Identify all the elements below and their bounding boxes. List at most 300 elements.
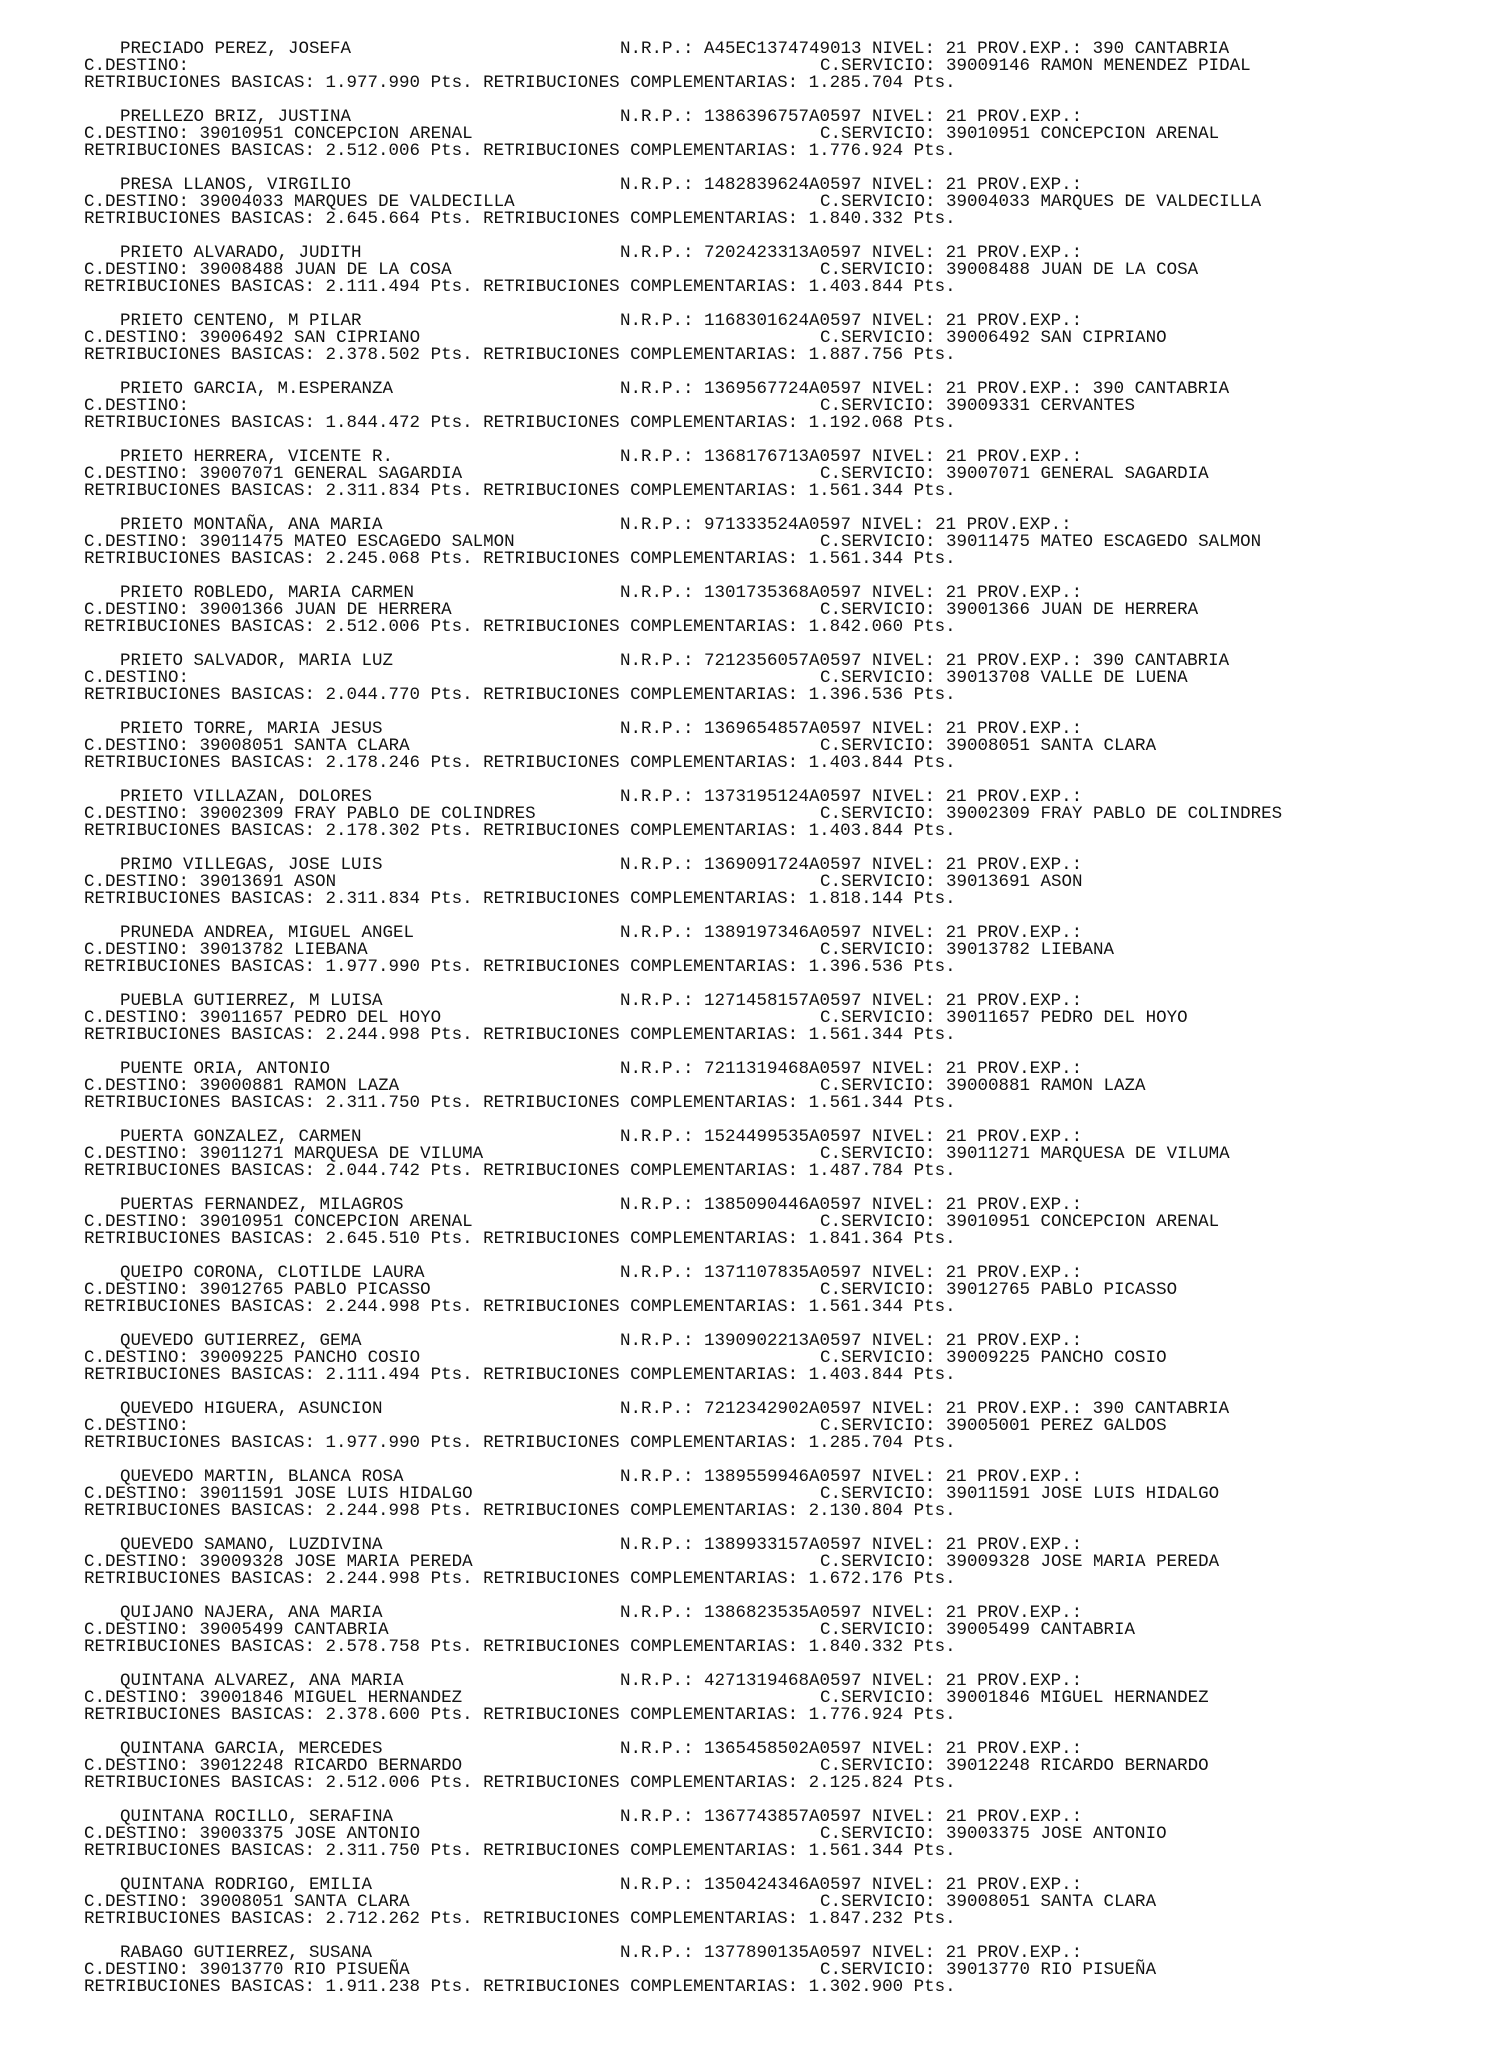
nivel-value: 21 bbox=[945, 583, 967, 603]
complementarias-label: Pts. RETRIBUCIONES COMPLEMENTARIAS: bbox=[420, 1161, 809, 1181]
nivel-label: NIVEL: bbox=[861, 787, 946, 807]
destino-label: C.DESTINO: bbox=[84, 532, 190, 552]
nivel-label: NIVEL: bbox=[861, 719, 946, 739]
destino-label: C.DESTINO: bbox=[84, 1348, 190, 1368]
pts-label: Pts. bbox=[903, 617, 956, 637]
nivel-value: 21 bbox=[945, 787, 967, 807]
destino-label: C.DESTINO: bbox=[84, 1824, 190, 1844]
list-item bbox=[84, 718, 1464, 786]
list-item bbox=[84, 922, 1464, 990]
list-item bbox=[84, 1806, 1464, 1874]
prov-label: PROV.EXP.: bbox=[966, 719, 1083, 739]
nrp-label: N.R.P.: bbox=[620, 923, 705, 943]
basicas-label: RETRIBUCIONES BASICAS: bbox=[84, 209, 326, 229]
pts-label: Pts. bbox=[903, 1501, 956, 1521]
list-item bbox=[84, 1874, 1464, 1942]
nrp-label: N.R.P.: bbox=[620, 1127, 705, 1147]
nrp-value: 1301735368A0597 bbox=[704, 583, 862, 603]
servicio-value: 39008051 SANTA CLARA bbox=[946, 1892, 1157, 1912]
name-value: PRIMO VILLEGAS, JOSE LUIS bbox=[120, 855, 383, 875]
nrp-value: 1168301624A0597 bbox=[704, 311, 862, 331]
complementarias-value: 1.403.844 bbox=[808, 1365, 904, 1385]
destino-label: C.DESTINO: bbox=[84, 1484, 190, 1504]
nivel-label: NIVEL: bbox=[861, 1875, 946, 1895]
pts-label: Pts. bbox=[903, 685, 956, 705]
nivel-label: NIVEL: bbox=[861, 379, 946, 399]
pts-label: Pts. bbox=[903, 549, 956, 569]
basicas-value: 2.244.998 bbox=[325, 1569, 421, 1589]
basicas-label: RETRIBUCIONES BASICAS: bbox=[84, 889, 326, 909]
destino-value: 39013691 ASON bbox=[199, 872, 337, 892]
complementarias-label: Pts. RETRIBUCIONES COMPLEMENTARIAS: bbox=[420, 685, 809, 705]
prov-label: PROV.EXP.: bbox=[966, 1807, 1083, 1827]
list-item bbox=[84, 582, 1464, 650]
complementarias-value: 1.487.784 bbox=[808, 1161, 904, 1181]
list-item bbox=[84, 786, 1464, 854]
complementarias-value: 1.192.068 bbox=[808, 413, 904, 433]
list-item bbox=[84, 1738, 1464, 1806]
destino-label: C.DESTINO: bbox=[84, 1008, 190, 1028]
destino-label: C.DESTINO: bbox=[84, 1552, 190, 1572]
destino-value: 39008051 SANTA CLARA bbox=[199, 1892, 410, 1912]
prov-label: PROV.EXP.: bbox=[966, 243, 1083, 263]
pts-label: Pts. bbox=[903, 277, 956, 297]
complementarias-label: Pts. RETRIBUCIONES COMPLEMENTARIAS: bbox=[420, 73, 809, 93]
pts-label: Pts. bbox=[903, 73, 956, 93]
pts-label: Pts. bbox=[903, 1093, 956, 1113]
name-value: QUINTANA ALVAREZ, ANA MARIA bbox=[120, 1671, 404, 1691]
list-item bbox=[84, 1466, 1464, 1534]
servicio-label: C.SERVICIO: bbox=[820, 600, 947, 620]
destino-value: 39009328 JOSE MARIA PEREDA bbox=[199, 1552, 473, 1572]
nrp-value: 7212342902A0597 bbox=[704, 1399, 862, 1419]
prov-value: 390 CANTABRIA bbox=[1092, 651, 1230, 671]
servicio-label: C.SERVICIO: bbox=[820, 872, 947, 892]
retribuciones-line bbox=[84, 888, 956, 910]
retribuciones-line bbox=[84, 1364, 956, 1386]
list-item bbox=[84, 650, 1464, 718]
complementarias-label: Pts. RETRIBUCIONES COMPLEMENTARIAS: bbox=[420, 1841, 809, 1861]
servicio-value: 39008488 JUAN DE LA COSA bbox=[946, 260, 1199, 280]
basicas-label: RETRIBUCIONES BASICAS: bbox=[84, 1841, 326, 1861]
basicas-label: RETRIBUCIONES BASICAS: bbox=[84, 73, 326, 93]
nrp-value: 1389559946A0597 bbox=[704, 1467, 862, 1487]
prov-label: PROV.EXP.: bbox=[966, 311, 1083, 331]
nivel-label: NIVEL: bbox=[861, 583, 946, 603]
basicas-value: 2.512.006 bbox=[325, 141, 421, 161]
destino-label: C.DESTINO: bbox=[84, 260, 190, 280]
nivel-value: 21 bbox=[945, 1535, 967, 1555]
servicio-label: C.SERVICIO: bbox=[820, 1688, 947, 1708]
destino-value: 39011591 JOSE LUIS HIDALGO bbox=[199, 1484, 473, 1504]
basicas-label: RETRIBUCIONES BASICAS: bbox=[84, 1909, 326, 1929]
destino-value: 39011271 MARQUESA DE VILUMA bbox=[199, 1144, 484, 1164]
destino-label: C.DESTINO: bbox=[84, 736, 190, 756]
nivel-label: NIVEL: bbox=[861, 175, 946, 195]
complementarias-value: 1.561.344 bbox=[808, 1093, 904, 1113]
servicio-value: 39000881 RAMON LAZA bbox=[946, 1076, 1146, 1096]
servicio-value: 39011271 MARQUESA DE VILUMA bbox=[946, 1144, 1230, 1164]
complementarias-value: 1.561.344 bbox=[808, 1025, 904, 1045]
nivel-label: NIVEL: bbox=[861, 1467, 946, 1487]
servicio-label: C.SERVICIO: bbox=[820, 1416, 947, 1436]
prov-label: PROV.EXP.: bbox=[966, 583, 1083, 603]
destino-label: C.DESTINO: bbox=[84, 872, 190, 892]
destino-label: C.DESTINO: bbox=[84, 1688, 190, 1708]
destino-label: C.DESTINO: bbox=[84, 1620, 190, 1640]
retribuciones-line bbox=[84, 208, 956, 230]
prov-value: 390 CANTABRIA bbox=[1092, 39, 1230, 59]
nrp-label: N.R.P.: bbox=[620, 39, 705, 59]
complementarias-label: Pts. RETRIBUCIONES COMPLEMENTARIAS: bbox=[420, 481, 809, 501]
nrp-label: N.R.P.: bbox=[620, 1603, 705, 1623]
personnel-list bbox=[84, 38, 1464, 2010]
nrp-label: N.R.P.: bbox=[620, 1739, 705, 1759]
complementarias-value: 1.840.332 bbox=[808, 1637, 904, 1657]
basicas-label: RETRIBUCIONES BASICAS: bbox=[84, 277, 326, 297]
complementarias-label: Pts. RETRIBUCIONES COMPLEMENTARIAS: bbox=[420, 1501, 809, 1521]
nrp-label: N.R.P.: bbox=[620, 787, 705, 807]
complementarias-label: Pts. RETRIBUCIONES COMPLEMENTARIAS: bbox=[420, 209, 809, 229]
pts-label: Pts. bbox=[903, 1433, 956, 1453]
retribuciones-line bbox=[84, 820, 956, 842]
nrp-label: N.R.P.: bbox=[620, 1331, 705, 1351]
servicio-label: C.SERVICIO: bbox=[820, 1620, 947, 1640]
complementarias-value: 1.776.924 bbox=[808, 141, 904, 161]
destino-label: C.DESTINO: bbox=[84, 464, 190, 484]
retribuciones-line bbox=[84, 344, 956, 366]
nivel-value: 21 bbox=[945, 1739, 967, 1759]
servicio-value: 39011591 JOSE LUIS HIDALGO bbox=[946, 1484, 1220, 1504]
complementarias-value: 1.840.332 bbox=[808, 209, 904, 229]
complementarias-value: 1.841.364 bbox=[808, 1229, 904, 1249]
retribuciones-line bbox=[84, 1636, 956, 1658]
destino-value: 39005499 CANTABRIA bbox=[199, 1620, 389, 1640]
destino-value: 39011475 MATEO ESCAGEDO SALMON bbox=[199, 532, 515, 552]
nrp-value: 1524499535A0597 bbox=[704, 1127, 862, 1147]
servicio-value: 39002309 FRAY PABLO DE COLINDRES bbox=[946, 804, 1283, 824]
pts-label: Pts. bbox=[903, 821, 956, 841]
complementarias-value: 1.403.844 bbox=[808, 821, 904, 841]
nrp-value: 7202423313A0597 bbox=[704, 243, 862, 263]
servicio-value: 39010951 CONCEPCION ARENAL bbox=[946, 124, 1220, 144]
destino-value: 39008051 SANTA CLARA bbox=[199, 736, 410, 756]
nivel-value: 21 bbox=[945, 1263, 967, 1283]
pts-label: Pts. bbox=[903, 753, 956, 773]
basicas-label: RETRIBUCIONES BASICAS: bbox=[84, 753, 326, 773]
list-item bbox=[84, 38, 1464, 106]
servicio-label: C.SERVICIO: bbox=[820, 396, 947, 416]
retribuciones-line bbox=[84, 684, 956, 706]
servicio-value: 39001846 MIGUEL HERNANDEZ bbox=[946, 1688, 1209, 1708]
complementarias-value: 1.302.900 bbox=[808, 1977, 904, 1997]
list-item bbox=[84, 174, 1464, 242]
nivel-label: NIVEL: bbox=[861, 1603, 946, 1623]
nrp-value: 1369091724A0597 bbox=[704, 855, 862, 875]
destino-value: 39009225 PANCHO COSIO bbox=[199, 1348, 421, 1368]
complementarias-value: 1.285.704 bbox=[808, 73, 904, 93]
nivel-value: 21 bbox=[945, 1467, 967, 1487]
nrp-value: 1369654857A0597 bbox=[704, 719, 862, 739]
nivel-label: NIVEL: bbox=[861, 1263, 946, 1283]
name-value: RABAGO GUTIERREZ, SUSANA bbox=[120, 1943, 373, 1963]
nivel-value: 21 bbox=[945, 379, 967, 399]
servicio-label: C.SERVICIO: bbox=[820, 1144, 947, 1164]
retribuciones-line bbox=[84, 1704, 956, 1726]
pts-label: Pts. bbox=[903, 1569, 956, 1589]
nivel-value: 21 bbox=[945, 1943, 967, 1963]
nrp-value: 7211319468A0597 bbox=[704, 1059, 862, 1079]
nivel-label: NIVEL: bbox=[861, 39, 946, 59]
basicas-value: 2.111.494 bbox=[325, 277, 421, 297]
retribuciones-line bbox=[84, 1228, 956, 1250]
prov-label: PROV.EXP.: bbox=[956, 515, 1072, 535]
nivel-label: NIVEL: bbox=[861, 991, 946, 1011]
retribuciones-line bbox=[84, 1908, 956, 1930]
basicas-label: RETRIBUCIONES BASICAS: bbox=[84, 617, 326, 637]
nrp-value: A45EC1374749013 bbox=[704, 39, 862, 59]
nrp-label: N.R.P.: bbox=[620, 311, 705, 331]
prov-label: PROV.EXP.: bbox=[966, 1943, 1083, 1963]
name-value: PRIETO ROBLEDO, MARIA CARMEN bbox=[120, 583, 415, 603]
list-item bbox=[84, 990, 1464, 1058]
basicas-value: 1.977.990 bbox=[325, 73, 421, 93]
prov-label: PROV.EXP.: bbox=[966, 379, 1083, 399]
pts-label: Pts. bbox=[903, 141, 956, 161]
complementarias-label: Pts. RETRIBUCIONES COMPLEMENTARIAS: bbox=[420, 1773, 809, 1793]
nrp-value: 1367743857A0597 bbox=[704, 1807, 862, 1827]
nivel-value: 21 bbox=[945, 1603, 967, 1623]
nivel-label: NIVEL: bbox=[861, 1127, 946, 1147]
basicas-value: 2.311.750 bbox=[325, 1093, 421, 1113]
destino-value: 39012248 RICARDO BERNARDO bbox=[199, 1756, 463, 1776]
name-value: QUEVEDO HIGUERA, ASUNCION bbox=[120, 1399, 383, 1419]
list-item bbox=[84, 1942, 1464, 2010]
complementarias-label: Pts. RETRIBUCIONES COMPLEMENTARIAS: bbox=[420, 141, 809, 161]
basicas-value: 2.111.494 bbox=[325, 1365, 421, 1385]
nivel-value: 21 bbox=[945, 107, 967, 127]
destino-value: 39002309 FRAY PABLO DE COLINDRES bbox=[199, 804, 536, 824]
destino-label: C.DESTINO: bbox=[84, 1212, 190, 1232]
retribuciones-line bbox=[84, 1976, 956, 1998]
basicas-value: 2.178.302 bbox=[325, 821, 421, 841]
complementarias-value: 1.396.536 bbox=[808, 957, 904, 977]
servicio-label: C.SERVICIO: bbox=[820, 804, 947, 824]
basicas-label: RETRIBUCIONES BASICAS: bbox=[84, 1977, 326, 1997]
nivel-label: NIVEL: bbox=[861, 107, 946, 127]
basicas-value: 2.311.834 bbox=[325, 889, 421, 909]
servicio-value: 39010951 CONCEPCION ARENAL bbox=[946, 1212, 1220, 1232]
basicas-value: 2.378.600 bbox=[325, 1705, 421, 1725]
destino-value: 39003375 JOSE ANTONIO bbox=[199, 1824, 421, 1844]
basicas-label: RETRIBUCIONES BASICAS: bbox=[84, 1229, 326, 1249]
destino-label: C.DESTINO: bbox=[84, 1892, 190, 1912]
basicas-label: RETRIBUCIONES BASICAS: bbox=[84, 1297, 326, 1317]
nivel-value: 21 bbox=[945, 1127, 967, 1147]
pts-label: Pts. bbox=[903, 1637, 956, 1657]
servicio-label: C.SERVICIO: bbox=[820, 464, 947, 484]
complementarias-value: 1.285.704 bbox=[808, 1433, 904, 1453]
servicio-value: 39009225 PANCHO COSIO bbox=[946, 1348, 1167, 1368]
retribuciones-line bbox=[84, 548, 956, 570]
nivel-label: NIVEL: bbox=[861, 1535, 946, 1555]
basicas-value: 2.044.770 bbox=[325, 685, 421, 705]
destino-label: C.DESTINO: bbox=[84, 668, 190, 688]
prov-label: PROV.EXP.: bbox=[966, 991, 1083, 1011]
destino-label: C.DESTINO: bbox=[84, 1076, 190, 1096]
servicio-label: C.SERVICIO: bbox=[820, 1552, 947, 1572]
complementarias-value: 1.403.844 bbox=[808, 277, 904, 297]
servicio-label: C.SERVICIO: bbox=[820, 124, 947, 144]
nrp-label: N.R.P.: bbox=[620, 855, 705, 875]
nivel-value: 21 bbox=[945, 311, 967, 331]
nivel-value: 21 bbox=[945, 447, 967, 467]
servicio-label: C.SERVICIO: bbox=[820, 1008, 947, 1028]
servicio-label: C.SERVICIO: bbox=[820, 1892, 947, 1912]
destino-label: C.DESTINO: bbox=[84, 192, 190, 212]
basicas-value: 2.378.502 bbox=[325, 345, 421, 365]
nrp-value: 1482839624A0597 bbox=[704, 175, 862, 195]
basicas-label: RETRIBUCIONES BASICAS: bbox=[84, 685, 326, 705]
destino-label: C.DESTINO: bbox=[84, 940, 190, 960]
retribuciones-line bbox=[84, 1772, 956, 1794]
nrp-value: 1271458157A0597 bbox=[704, 991, 862, 1011]
nivel-label: NIVEL: bbox=[861, 1807, 946, 1827]
servicio-value: 39013708 VALLE DE LUENA bbox=[946, 668, 1188, 688]
basicas-value: 1.911.238 bbox=[325, 1977, 421, 1997]
pts-label: Pts. bbox=[903, 889, 956, 909]
nivel-value: 21 bbox=[945, 175, 967, 195]
basicas-value: 1.844.472 bbox=[325, 413, 421, 433]
complementarias-label: Pts. RETRIBUCIONES COMPLEMENTARIAS: bbox=[420, 1977, 809, 1997]
name-value: PRUNEDA ANDREA, MIGUEL ANGEL bbox=[120, 923, 415, 943]
destino-value: 39001366 JUAN DE HERRERA bbox=[199, 600, 452, 620]
destino-value: 39007071 GENERAL SAGARDIA bbox=[199, 464, 463, 484]
nrp-value: 1369567724A0597 bbox=[704, 379, 862, 399]
servicio-label: C.SERVICIO: bbox=[820, 1824, 947, 1844]
nrp-value: 4271319468A0597 bbox=[704, 1671, 862, 1691]
nrp-label: N.R.P.: bbox=[620, 583, 705, 603]
prov-label: PROV.EXP.: bbox=[966, 1739, 1083, 1759]
basicas-value: 2.311.750 bbox=[325, 1841, 421, 1861]
retribuciones-line bbox=[84, 1024, 956, 1046]
list-item bbox=[84, 1330, 1464, 1398]
servicio-label: C.SERVICIO: bbox=[820, 668, 947, 688]
list-item bbox=[84, 1058, 1464, 1126]
list-item bbox=[84, 106, 1464, 174]
prov-label: PROV.EXP.: bbox=[966, 787, 1083, 807]
nivel-value: 21 bbox=[945, 1671, 967, 1691]
basicas-label: RETRIBUCIONES BASICAS: bbox=[84, 821, 326, 841]
servicio-value: 39005001 PEREZ GALDOS bbox=[946, 1416, 1167, 1436]
nivel-label: NIVEL: bbox=[861, 1671, 946, 1691]
basicas-value: 2.578.758 bbox=[325, 1637, 421, 1657]
destino-value: 39001846 MIGUEL HERNANDEZ bbox=[199, 1688, 463, 1708]
name-value: PUENTE ORIA, ANTONIO bbox=[120, 1059, 331, 1079]
servicio-value: 39005499 CANTABRIA bbox=[946, 1620, 1136, 1640]
pts-label: Pts. bbox=[903, 345, 956, 365]
servicio-value: 39004033 MARQUES DE VALDECILLA bbox=[946, 192, 1262, 212]
nrp-value: 1368176713A0597 bbox=[704, 447, 862, 467]
list-item bbox=[84, 854, 1464, 922]
name-value: PUERTA GONZALEZ, CARMEN bbox=[120, 1127, 362, 1147]
nrp-value: 1350424346A0597 bbox=[704, 1875, 862, 1895]
nivel-label: NIVEL: bbox=[861, 311, 946, 331]
servicio-label: C.SERVICIO: bbox=[820, 1212, 947, 1232]
complementarias-label: Pts. RETRIBUCIONES COMPLEMENTARIAS: bbox=[420, 1705, 809, 1725]
retribuciones-line bbox=[84, 1568, 956, 1590]
complementarias-label: Pts. RETRIBUCIONES COMPLEMENTARIAS: bbox=[420, 753, 809, 773]
servicio-label: C.SERVICIO: bbox=[820, 1348, 947, 1368]
servicio-value: 39007071 GENERAL SAGARDIA bbox=[946, 464, 1209, 484]
servicio-value: 39012765 PABLO PICASSO bbox=[946, 1280, 1178, 1300]
servicio-value: 39011657 PEDRO DEL HOYO bbox=[946, 1008, 1188, 1028]
nrp-label: N.R.P.: bbox=[620, 1875, 705, 1895]
destino-value: 39010951 CONCEPCION ARENAL bbox=[199, 124, 473, 144]
prov-label: PROV.EXP.: bbox=[966, 855, 1083, 875]
list-item bbox=[84, 514, 1464, 582]
basicas-label: RETRIBUCIONES BASICAS: bbox=[84, 1705, 326, 1725]
servicio-label: C.SERVICIO: bbox=[820, 192, 947, 212]
servicio-label: C.SERVICIO: bbox=[820, 736, 947, 756]
retribuciones-line bbox=[84, 752, 956, 774]
servicio-value: 39003375 JOSE ANTONIO bbox=[946, 1824, 1167, 1844]
list-item bbox=[84, 1534, 1464, 1602]
nrp-value: 1371107835A0597 bbox=[704, 1263, 862, 1283]
basicas-value: 2.044.742 bbox=[325, 1161, 421, 1181]
destino-value: 39012765 PABLO PICASSO bbox=[199, 1280, 431, 1300]
complementarias-value: 2.125.824 bbox=[808, 1773, 904, 1793]
basicas-value: 2.712.262 bbox=[325, 1909, 421, 1929]
prov-label: PROV.EXP.: bbox=[966, 1059, 1083, 1079]
destino-value: 39013782 LIEBANA bbox=[199, 940, 368, 960]
destino-label: C.DESTINO: bbox=[84, 1144, 190, 1164]
pts-label: Pts. bbox=[903, 413, 956, 433]
name-value: QUIJANO NAJERA, ANA MARIA bbox=[120, 1603, 383, 1623]
list-item bbox=[84, 446, 1464, 514]
complementarias-label: Pts. RETRIBUCIONES COMPLEMENTARIAS: bbox=[420, 1365, 809, 1385]
nrp-label: N.R.P.: bbox=[620, 719, 705, 739]
name-value: PUERTAS FERNANDEZ, MILAGROS bbox=[120, 1195, 404, 1215]
prov-label: PROV.EXP.: bbox=[966, 175, 1083, 195]
pts-label: Pts. bbox=[903, 957, 956, 977]
servicio-label: C.SERVICIO: bbox=[820, 56, 947, 76]
nrp-label: N.R.P.: bbox=[620, 515, 705, 535]
nivel-value: 21 bbox=[945, 923, 967, 943]
retribuciones-line bbox=[84, 480, 956, 502]
retribuciones-line bbox=[84, 72, 956, 94]
servicio-value: 39008051 SANTA CLARA bbox=[946, 736, 1157, 756]
basicas-value: 2.512.006 bbox=[325, 1773, 421, 1793]
prov-value: 390 CANTABRIA bbox=[1092, 379, 1230, 399]
pts-label: Pts. bbox=[903, 1161, 956, 1181]
nrp-label: N.R.P.: bbox=[620, 175, 705, 195]
prov-value: 390 CANTABRIA bbox=[1092, 1399, 1230, 1419]
basicas-value: 2.244.998 bbox=[325, 1501, 421, 1521]
basicas-label: RETRIBUCIONES BASICAS: bbox=[84, 1093, 326, 1113]
destino-label: C.DESTINO: bbox=[84, 1416, 190, 1436]
nrp-value: 1365458502A0597 bbox=[704, 1739, 862, 1759]
name-value: PRIETO GARCIA, M.ESPERANZA bbox=[120, 379, 394, 399]
name-value: PRIETO HERRERA, VICENTE R. bbox=[120, 447, 394, 467]
nrp-value: 1385090446A0597 bbox=[704, 1195, 862, 1215]
destino-value: 39011657 PEDRO DEL HOYO bbox=[199, 1008, 442, 1028]
nivel-label: NIVEL: bbox=[861, 1739, 946, 1759]
nivel-value: 21 bbox=[945, 855, 967, 875]
destino-label: C.DESTINO: bbox=[84, 1756, 190, 1776]
basicas-label: RETRIBUCIONES BASICAS: bbox=[84, 481, 326, 501]
servicio-label: C.SERVICIO: bbox=[820, 1076, 947, 1096]
